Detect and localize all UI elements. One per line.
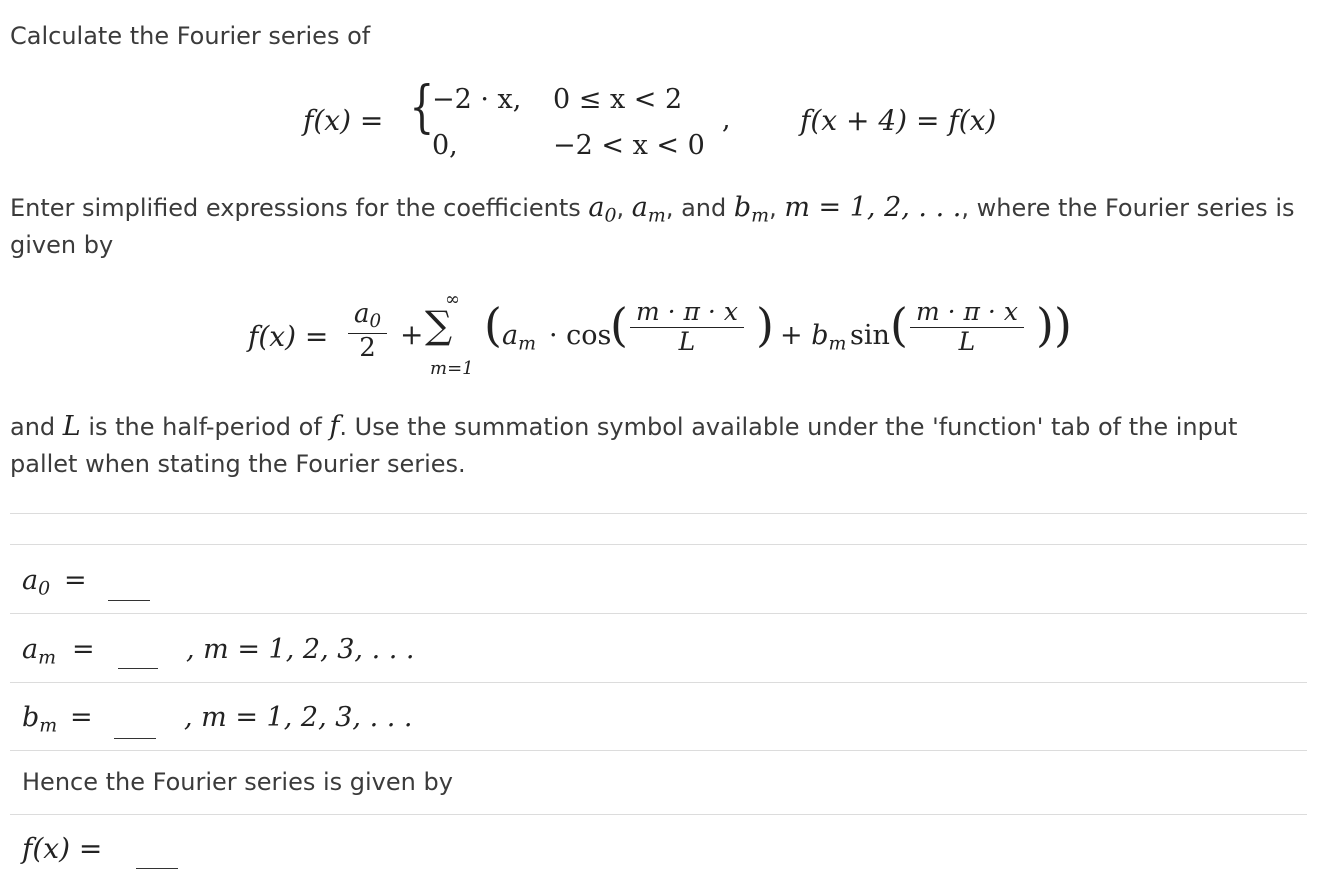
- divider: [10, 814, 1307, 815]
- instruction-sep1: ,: [616, 194, 632, 222]
- a0-num-sub: 0: [369, 311, 382, 333]
- sin-argument: [910, 298, 1024, 357]
- intro-text: Calculate the Fourier series of: [10, 22, 371, 50]
- coef-am-base: a: [631, 192, 648, 223]
- series-lhs: f(x) =: [248, 320, 329, 353]
- instruction-sep3: ,: [769, 194, 785, 222]
- series-a0-fraction: [348, 300, 387, 364]
- coef-am-sub: m: [647, 204, 666, 227]
- case2-condition: −2 < x < 0: [553, 130, 705, 161]
- note-line1: [10, 411, 1237, 442]
- am-label: [22, 634, 56, 668]
- sin-arg-numerator: m · π · x: [910, 298, 1024, 328]
- sigma-symbol: ∑: [425, 303, 453, 347]
- a0-equals: =: [64, 565, 87, 596]
- piecewise-comma: ,: [722, 104, 731, 135]
- instruction-line1: [10, 192, 1295, 226]
- instruction-sep2: , and: [665, 194, 734, 222]
- bm-label-base: b: [22, 702, 40, 733]
- cos-argument: [630, 298, 744, 357]
- piecewise-brace: {: [409, 75, 435, 140]
- note-f: f: [329, 411, 340, 442]
- sin-open-paren: (: [890, 298, 908, 352]
- note-L: L: [62, 411, 81, 442]
- series-bm-sub: m: [828, 332, 847, 355]
- case2-expression: 0,: [432, 130, 458, 161]
- divider: [10, 613, 1307, 614]
- coef-a0-sub: 0: [604, 204, 617, 227]
- coef-bm: [733, 192, 770, 227]
- coef-bm-base: b: [733, 192, 752, 223]
- am-answer-input[interactable]: [118, 668, 158, 669]
- divider: [10, 682, 1307, 683]
- bm-answer-input[interactable]: [114, 738, 156, 739]
- a0-denominator: 2: [359, 333, 376, 364]
- cos-arg-numerator: m · π · x: [630, 298, 744, 328]
- series-am-base: a: [502, 320, 519, 351]
- series-bm-base: + b: [780, 320, 829, 351]
- series-am-sub: m: [518, 332, 537, 355]
- series-close-parens: )): [1036, 298, 1072, 352]
- instruction-text-a: Enter simplified expressions for the coefficients: [10, 194, 589, 222]
- series-open-paren: (: [484, 298, 502, 352]
- bm-range: , m = 1, 2, 3, . . .: [184, 702, 413, 733]
- divider: [10, 544, 1307, 545]
- case1-condition: 0 ≤ x < 2: [553, 84, 683, 115]
- instruction-line2: given by: [10, 231, 114, 259]
- series-plus: +: [400, 318, 424, 351]
- note-text-b: is the half-period of: [80, 413, 330, 441]
- divider: [10, 750, 1307, 751]
- series-cos: · cos: [549, 320, 612, 351]
- a0-label-sub: 0: [38, 577, 51, 600]
- am-range: , m = 1, 2, 3, . . .: [186, 634, 415, 665]
- a0-answer-input[interactable]: [108, 600, 150, 601]
- coef-a0-base: a: [588, 192, 605, 223]
- a0-label-base: a: [22, 565, 39, 596]
- m-range: m = 1, 2, . . .: [784, 192, 962, 223]
- note-text-c: . Use the summation symbol available under the 'function' tab of the input: [339, 413, 1238, 441]
- note-text-a: and: [10, 413, 63, 441]
- instruction-text-b: , where the Fourier series is: [961, 194, 1295, 222]
- cos-close-paren: ): [756, 298, 774, 352]
- case1-expression: −2 · x,: [432, 84, 522, 115]
- cos-open-paren: (: [610, 298, 628, 352]
- am-label-sub: m: [38, 646, 57, 669]
- sigma-upper-limit: ∞: [445, 289, 460, 310]
- divider: [10, 513, 1307, 514]
- note-line2: pallet when stating the Fourier series.: [10, 450, 466, 478]
- series-bm: [780, 320, 846, 354]
- hence-text: Hence the Fourier series is given by: [22, 768, 453, 796]
- fourier-series-answer-input[interactable]: [136, 868, 178, 869]
- am-equals: =: [72, 634, 95, 665]
- coef-a0: [588, 192, 617, 227]
- bm-label-sub: m: [39, 714, 58, 737]
- sigma-lower-limit: m=1: [430, 358, 474, 379]
- fx-label: f(x) =: [22, 832, 103, 865]
- series-sin: sin: [850, 320, 890, 351]
- a0-numerator: [348, 300, 387, 334]
- bm-equals: =: [70, 702, 93, 733]
- cos-arg-denominator: L: [678, 326, 696, 356]
- sin-arg-denominator: L: [958, 326, 976, 356]
- am-label-base: a: [22, 634, 39, 665]
- piecewise-lhs: f(x) =: [303, 104, 384, 137]
- a0-label: [22, 565, 50, 599]
- a0-num-base: a: [354, 299, 370, 329]
- bm-label: [22, 702, 57, 736]
- coef-am: [631, 192, 666, 227]
- series-am: [502, 320, 536, 354]
- periodicity-condition: f(x + 4) = f(x): [800, 104, 997, 137]
- coef-bm-sub: m: [751, 204, 770, 227]
